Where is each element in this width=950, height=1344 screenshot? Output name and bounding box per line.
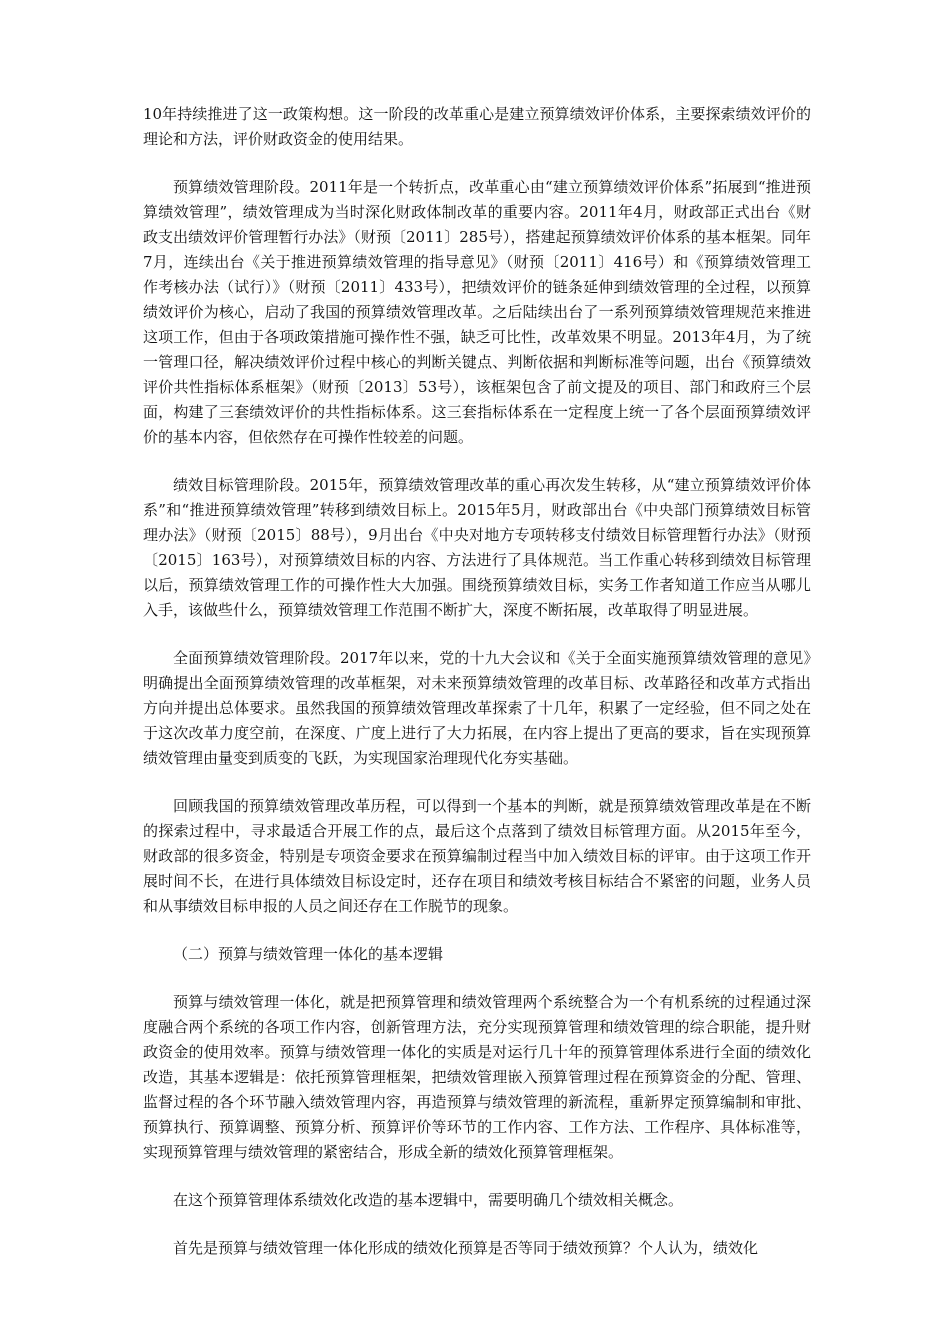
paragraph-review: 回顾我国的预算绩效管理改革历程，可以得到一个基本的判断，就是预算绩效管理改革是在不断的探索过程中，寻求最适合开展工作的点，最后这个点落到了绩效目标管理方面。从2015年至今，财政部的很多资金，特别是专项资金要求在预算编制过程当中加入绩效目标的评审。由于这项工作开展时间不长，在进行具体绩效目标设定时，还存在项目和绩效考核目标结合不紧密的问题，业务人员和从事绩效目标申报的人员之间还存在工作脱节的现象。	[143, 797, 811, 915]
paragraph-continuation: 10年持续推进了这一政策构想。这一阶段的改革重心是建立预算绩效评价体系，主要探索绩效评价的理论和方法，评价财政资金的使用结果。	[143, 105, 811, 148]
section-heading: （二）预算与绩效管理一体化的基本逻辑	[173, 945, 444, 963]
paragraph-first-question: 首先是预算与绩效管理一体化形成的绩效化预算是否等同于绩效预算？个人认为，绩效化	[173, 1239, 759, 1257]
document-body	[143, 102, 811, 1261]
paragraph-comprehensive-stage: 全面预算绩效管理阶段。2017年以来，党的十九大会议和《关于全面实施预算绩效管理的意见》明确提出全面预算绩效管理的改革框架，对未来预算绩效管理的改革目标、改革路径和改革方式指出方向并提出总体要求。虽然我国的预算绩效管理改革探索了十几年，积累了一定经验，但不同之处在于这次改革力度空前，在深度、广度上进行了大力拓展，在内容上提出了更高的要求，旨在实现预算绩效管理由量变到质变的飞跃，为实现国家治理现代化夯实基础。	[143, 649, 811, 767]
paragraph-integration-definition: 预算与绩效管理一体化，就是把预算管理和绩效管理两个系统整合为一个有机系统的过程通过深度融合两个系统的各项工作内容，创新管理方法，充分实现预算管理和绩效管理的综合职能，提升财政资金的使用效率。预算与绩效管理一体化的实质是对运行几十年的预算管理体系进行全面的绩效化改造，其基本逻辑是：依托预算管理框架，把绩效管理嵌入预算管理过程在预算资金的分配、管理、监督过程的各个环节融入绩效管理内容，再造预算与绩效管理的新流程，重新界定预算编制和审批、预算执行、预算调整、预算分析、预算评价等环节的工作内容、工作方法、工作程序、具体标准等，实现预算管理与绩效管理的紧密结合，形成全新的绩效化预算管理框架。	[143, 993, 811, 1161]
paragraph-concepts-intro: 在这个预算管理体系绩效化改造的基本逻辑中，需要明确几个绩效相关概念。	[173, 1191, 684, 1209]
paragraph-target-management-stage: 绩效目标管理阶段。2015年，预算绩效管理改革的重心再次发生转移，从“建立预算绩效评价体系”和“推进预算绩效管理”转移到绩效目标上。2015年5月，财政部出台《中央部门预算绩效目标管理办法》（财预〔2015〕88号），9月出台《中央对地方专项转移支付绩效目标管理暂行办法》（财预〔2015〕163号），对预算绩效目标的内容、方法进行了具体规范。当工作重心转移到绩效目标管理以后，预算绩效管理工作的可操作性大大加强。围绕预算绩效目标，实务工作者知道工作应当从哪儿入手，该做些什么，预算绩效管理工作范围不断扩大，深度不断拓展，改革取得了明显进展。	[143, 476, 811, 619]
paragraph-budget-performance-stage: 预算绩效管理阶段。2011年是一个转折点，改革重心由“建立预算绩效评价体系”拓展到“推进预算绩效管理”，绩效管理成为当时深化财政体制改革的重要内容。2011年4月，财政部正式出台《财政支出绩效评价管理暂行办法》（财预〔2011〕285号），搭建起预算绩效评价体系的基本框架。同年7月，连续出台《关于推进预算绩效管理的指导意见》（财预〔2011〕416号）和《预算绩效管理工作考核办法（试行）》（财预〔2011〕433号），把绩效评价的链条延伸到绩效管理的全过程，以预算绩效评价为核心，启动了我国的预算绩效管理改革。之后陆续出台了一系列预算绩效管理规范来推进这项工作，但由于各项政策措施可操作性不强，缺乏可比性，改革效果不明显。2013年4月，为了统一管理口径，解决绩效评价过程中核心的判断关键点、判断依据和判断标准等问题，出台《预算绩效评价共性指标体系框架》（财预〔2013〕53号），该框架包含了前文提及的项目、部门和政府三个层面，构建了三套绩效评价的共性指标体系。这三套指标体系在一定程度上统一了各个层面预算绩效评价的基本内容，但依然存在可操作性较差的问题。	[143, 178, 811, 446]
